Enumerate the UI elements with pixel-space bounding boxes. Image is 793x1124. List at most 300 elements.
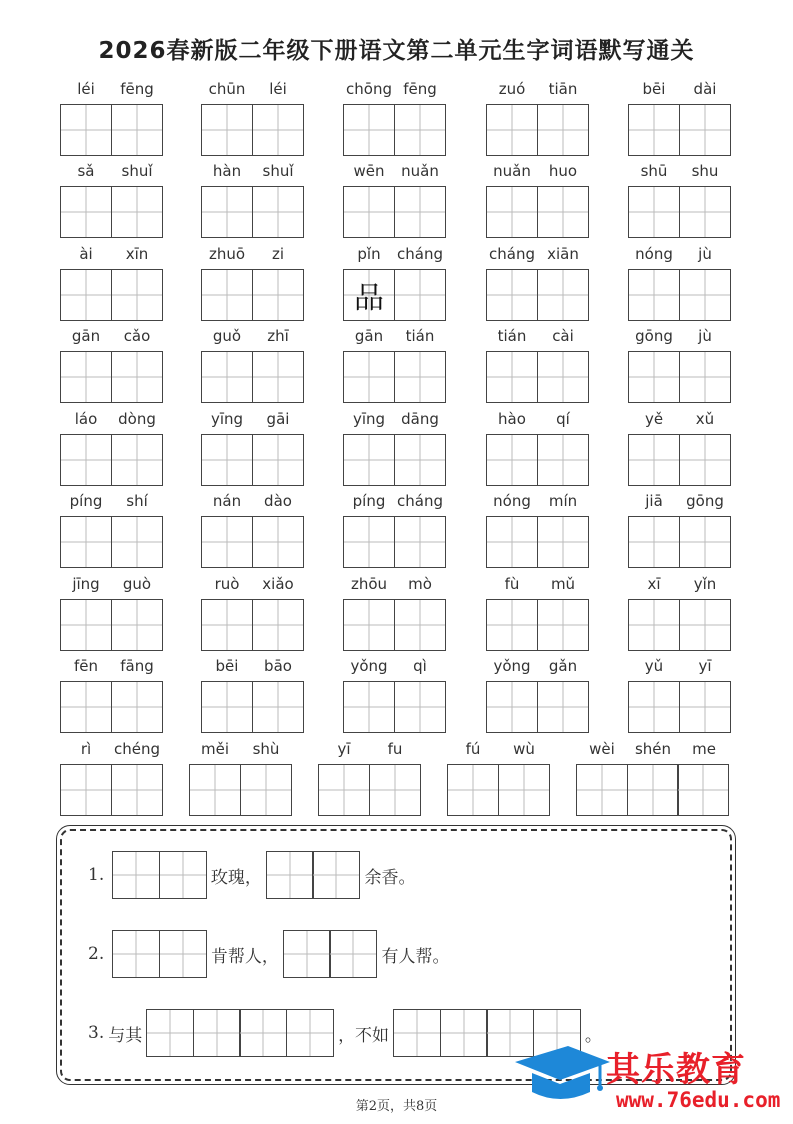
written-character (680, 600, 730, 650)
page-title: 2026春新版二年级下册语文第二单元生字词语默写通关 (98, 38, 695, 64)
tianzige-box[interactable] (329, 930, 377, 978)
written-character (499, 765, 549, 815)
written-character (61, 187, 111, 237)
written-character (112, 270, 162, 320)
written-character (680, 187, 730, 237)
tianzige-box[interactable] (628, 599, 680, 651)
writing-boxes (486, 434, 589, 486)
tianzige-box[interactable] (394, 599, 446, 651)
tianzige-box[interactable] (252, 186, 304, 238)
written-character (538, 270, 588, 320)
tianzige-box[interactable] (201, 104, 253, 156)
tianzige-box[interactable] (111, 351, 163, 403)
tianzige-box[interactable] (343, 681, 395, 733)
tianzige-box[interactable] (343, 351, 395, 403)
sentence-text: 玫瑰， (210, 867, 262, 888)
written-character (61, 105, 111, 155)
tianzige-box[interactable] (440, 1009, 488, 1057)
written-character (448, 765, 498, 815)
tianzige-box[interactable] (189, 764, 241, 816)
written-character (344, 517, 394, 567)
tianzige-box[interactable] (447, 764, 499, 816)
written-character: 品 (354, 281, 384, 316)
written-character (344, 352, 394, 402)
writing-boxes (60, 516, 163, 568)
pinyin-label: fù (504, 575, 520, 593)
written-character (253, 352, 303, 402)
tianzige-box[interactable] (628, 434, 680, 486)
pinyin-label: wèi (589, 740, 615, 758)
writing-boxes (201, 186, 304, 238)
written-character (395, 682, 445, 732)
pinyin-label: zi (271, 245, 285, 263)
pinyin-label: shí (126, 492, 148, 510)
pinyin-label: rì (80, 740, 92, 758)
pinyin-label: chūn (208, 80, 246, 98)
page-footer: 第2页，共8页 (355, 1099, 438, 1114)
tianzige-box[interactable] (60, 764, 112, 816)
tianzige-box[interactable] (60, 599, 112, 651)
fill-in-boxes (283, 930, 378, 978)
tianzige-box[interactable] (60, 269, 112, 321)
pinyin-label: zhuō (208, 245, 246, 263)
tianzige-box[interactable] (201, 269, 253, 321)
written-character (253, 105, 303, 155)
written-character (344, 105, 394, 155)
writing-boxes (486, 599, 589, 651)
written-character (112, 105, 162, 155)
fill-in-boxes (266, 851, 361, 899)
written-character (344, 600, 394, 650)
written-character (202, 435, 252, 485)
tianzige-box[interactable] (486, 269, 538, 321)
written-character (629, 517, 679, 567)
written-character (112, 352, 162, 402)
written-character (253, 270, 303, 320)
pinyin-label: yīng (352, 410, 386, 428)
writing-boxes (343, 351, 446, 403)
sentence-text: 肯帮人， (210, 946, 279, 967)
sentence-line (88, 930, 449, 978)
writing-boxes (60, 764, 163, 816)
pinyin-label: fēng (403, 80, 437, 98)
pinyin-label: fēng (120, 80, 154, 98)
pinyin-label: shu (691, 162, 719, 180)
tianzige-box[interactable] (252, 681, 304, 733)
written-character (61, 600, 111, 650)
tianzige-box[interactable] (628, 351, 680, 403)
writing-boxes (628, 186, 731, 238)
writing-boxes (343, 516, 446, 568)
tianzige-box[interactable] (679, 351, 731, 403)
written-character (253, 187, 303, 237)
written-character (538, 435, 588, 485)
writing-boxes (343, 186, 446, 238)
written-character (538, 600, 588, 650)
pinyin-label: gǎn (548, 657, 578, 675)
tianzige-box[interactable] (486, 434, 538, 486)
pinyin-label: shū (640, 162, 668, 180)
written-character (112, 600, 162, 650)
tianzige-box[interactable] (486, 681, 538, 733)
written-character (395, 517, 445, 567)
writing-boxes (60, 104, 163, 156)
writing-boxes (486, 516, 589, 568)
tianzige-box[interactable] (576, 764, 628, 816)
written-character (61, 765, 111, 815)
pinyin-label: gōng (635, 327, 673, 345)
writing-boxes (486, 269, 589, 321)
pinyin-label: nán (212, 492, 242, 510)
pinyin-label: píng (69, 492, 103, 510)
tianzige-box[interactable] (537, 269, 589, 321)
pinyin-label: gāi (266, 410, 290, 428)
tianzige-box[interactable] (111, 681, 163, 733)
tianzige-box[interactable] (537, 434, 589, 486)
pinyin-label: léi (269, 80, 287, 98)
tianzige-box[interactable] (239, 1009, 287, 1057)
tianzige-box[interactable] (679, 186, 731, 238)
pinyin-label: nuǎn (401, 162, 439, 180)
pinyin-label: jù (698, 327, 712, 345)
pinyin-label: tián (405, 327, 435, 345)
tianzige-box[interactable] (677, 764, 729, 816)
pinyin-label: mín (548, 492, 578, 510)
pinyin-label: guǒ (212, 327, 242, 345)
written-character (253, 435, 303, 485)
tianzige-box[interactable] (679, 104, 731, 156)
tianzige-box[interactable] (60, 104, 112, 156)
pinyin-label: bēi (215, 657, 239, 675)
tianzige-box[interactable] (201, 599, 253, 651)
written-character (112, 682, 162, 732)
tianzige-box[interactable] (679, 269, 731, 321)
fill-in-boxes (146, 1009, 334, 1057)
pinyin-label: léi (77, 80, 95, 98)
tianzige-box[interactable] (394, 351, 446, 403)
writing-boxes (60, 351, 163, 403)
pinyin-label: xī (647, 575, 661, 593)
written-character (395, 352, 445, 402)
tianzige-box[interactable] (252, 104, 304, 156)
pinyin-label: yě (644, 410, 664, 428)
tianzige-box[interactable] (369, 764, 421, 816)
tianzige-box[interactable] (60, 516, 112, 568)
tianzige-box[interactable] (252, 269, 304, 321)
tianzige-box[interactable] (252, 599, 304, 651)
written-character (680, 517, 730, 567)
written-character (538, 517, 588, 567)
written-character (202, 105, 252, 155)
tianzige-box[interactable] (201, 516, 253, 568)
pinyin-label: jīng (72, 575, 100, 593)
writing-boxes (486, 681, 589, 733)
written-character (680, 270, 730, 320)
pinyin-label: mǔ (550, 575, 576, 593)
written-character (344, 435, 394, 485)
pinyin-label: shuǐ (121, 162, 153, 180)
sentence-number: 1. (88, 865, 105, 885)
pinyin-label: zhī (267, 327, 289, 345)
written-character (395, 270, 445, 320)
pinyin-label: nóng (493, 492, 531, 510)
pinyin-label: tiān (548, 80, 578, 98)
tianzige-box[interactable] (343, 186, 395, 238)
pinyin-label: nuǎn (493, 162, 531, 180)
tianzige-box[interactable] (111, 434, 163, 486)
written-character (395, 187, 445, 237)
tianzige-box[interactable] (627, 764, 679, 816)
tianzige-box[interactable] (240, 764, 292, 816)
tianzige-box[interactable] (60, 681, 112, 733)
writing-boxes (201, 434, 304, 486)
pinyin-label: yǐn (693, 575, 717, 593)
tianzige-box[interactable] (679, 434, 731, 486)
writing-boxes (628, 516, 731, 568)
tianzige-box[interactable] (111, 764, 163, 816)
writing-boxes (576, 764, 729, 816)
written-character (61, 270, 111, 320)
tianzige-box[interactable] (486, 599, 538, 651)
written-character (319, 765, 369, 815)
pinyin-label: měi (200, 740, 229, 758)
writing-boxes (343, 269, 446, 321)
sentence-text: 余香。 (364, 867, 416, 888)
writing-boxes (628, 681, 731, 733)
writing-boxes (189, 764, 292, 816)
tianzige-box[interactable] (343, 434, 395, 486)
tianzige-box[interactable] (112, 930, 160, 978)
tianzige-box[interactable] (111, 269, 163, 321)
written-character (202, 600, 252, 650)
written-character (112, 187, 162, 237)
written-character (629, 270, 679, 320)
tianzige-box[interactable] (628, 516, 680, 568)
tianzige-box[interactable] (193, 1009, 241, 1057)
tianzige-box[interactable] (111, 599, 163, 651)
tianzige-box[interactable] (537, 104, 589, 156)
tianzige-box[interactable] (343, 599, 395, 651)
tianzige-box[interactable] (201, 351, 253, 403)
pinyin-label: dòng (118, 410, 156, 428)
written-character (253, 600, 303, 650)
brand-url: www.76edu.com (616, 1088, 781, 1112)
written-character (202, 352, 252, 402)
pinyin-label: cài (552, 327, 574, 345)
pinyin-label: guò (122, 575, 152, 593)
pinyin-label: pǐn (357, 245, 381, 263)
writing-boxes (486, 186, 589, 238)
written-character (61, 352, 111, 402)
tianzige-box[interactable] (628, 186, 680, 238)
written-character (344, 187, 394, 237)
written-character (577, 765, 627, 815)
sentence-text: 。 (584, 1025, 602, 1046)
tianzige-box[interactable] (394, 104, 446, 156)
tianzige-box[interactable] (343, 516, 395, 568)
pinyin-label: zhōu (350, 575, 388, 593)
tianzige-box[interactable] (201, 681, 253, 733)
pinyin-label: yīng (210, 410, 244, 428)
tianzige-box[interactable] (201, 186, 253, 238)
pinyin-label: chéng (113, 740, 160, 758)
tianzige-box[interactable] (266, 851, 314, 899)
tianzige-box[interactable] (394, 434, 446, 486)
tianzige-box[interactable] (159, 851, 207, 899)
written-character (395, 435, 445, 485)
writing-boxes (60, 186, 163, 238)
tianzige-box[interactable] (537, 351, 589, 403)
writing-boxes (318, 764, 421, 816)
pinyin-label: bēi (642, 80, 666, 98)
tianzige-box[interactable] (252, 434, 304, 486)
tianzige-box[interactable] (60, 186, 112, 238)
pinyin-label: gān (354, 327, 384, 345)
tianzige-box[interactable] (318, 764, 370, 816)
pinyin-label: sǎ (77, 162, 95, 180)
tianzige-box[interactable] (394, 681, 446, 733)
pinyin-label: shuǐ (262, 162, 294, 180)
pinyin-label: gōng (686, 492, 724, 510)
tianzige-box[interactable] (498, 764, 550, 816)
tianzige-box[interactable] (679, 681, 731, 733)
written-character (112, 517, 162, 567)
tianzige-box[interactable] (537, 681, 589, 733)
tianzige-box[interactable] (252, 516, 304, 568)
tianzige-box[interactable] (312, 851, 360, 899)
pinyin-label: píng (352, 492, 386, 510)
pinyin-label: láo (74, 410, 98, 428)
writing-boxes (60, 599, 163, 651)
written-character (202, 517, 252, 567)
pinyin-label: mò (408, 575, 432, 593)
written-character (629, 105, 679, 155)
writing-boxes (343, 681, 446, 733)
pinyin-label: gān (71, 327, 101, 345)
tianzige-box[interactable] (628, 269, 680, 321)
graduation-cap-icon (510, 1040, 610, 1120)
tianzige-box[interactable] (537, 599, 589, 651)
written-character (629, 600, 679, 650)
written-character (629, 187, 679, 237)
written-character (395, 600, 445, 650)
tianzige-box[interactable] (146, 1009, 194, 1057)
tianzige-box[interactable] (343, 269, 395, 321)
writing-boxes (201, 516, 304, 568)
tianzige-box[interactable] (159, 930, 207, 978)
written-character (538, 682, 588, 732)
tianzige-box[interactable] (486, 351, 538, 403)
tianzige-box[interactable] (486, 104, 538, 156)
writing-boxes (201, 104, 304, 156)
written-character (487, 270, 537, 320)
pinyin-label: ruò (214, 575, 240, 593)
tianzige-box[interactable] (343, 104, 395, 156)
tianzige-box[interactable] (679, 599, 731, 651)
pinyin-label: wù (513, 740, 535, 758)
pinyin-label: me (692, 740, 716, 758)
tianzige-box[interactable] (628, 681, 680, 733)
written-character (202, 270, 252, 320)
writing-boxes (60, 681, 163, 733)
writing-boxes (201, 269, 304, 321)
writing-boxes (447, 764, 550, 816)
written-character (629, 682, 679, 732)
written-character (61, 682, 111, 732)
written-character (487, 517, 537, 567)
pinyin-label: fú (465, 740, 481, 758)
pinyin-label: hàn (212, 162, 242, 180)
writing-boxes (628, 599, 731, 651)
tianzige-box[interactable] (486, 516, 538, 568)
pinyin-label: bāo (264, 657, 292, 675)
tianzige-box[interactable] (394, 269, 446, 321)
written-character (487, 352, 537, 402)
pinyin-label: ài (79, 245, 93, 263)
fill-in-boxes (112, 930, 207, 978)
tianzige-box[interactable] (111, 104, 163, 156)
written-character (628, 765, 678, 815)
written-character (487, 105, 537, 155)
pinyin-label: jiā (645, 492, 663, 510)
written-character (253, 682, 303, 732)
tianzige-box[interactable] (537, 516, 589, 568)
tianzige-box[interactable] (628, 104, 680, 156)
tianzige-box[interactable] (60, 351, 112, 403)
writing-boxes (628, 351, 731, 403)
pinyin-label: qí (556, 410, 570, 428)
pinyin-label: cháng (489, 245, 535, 263)
pinyin-label: huo (548, 162, 578, 180)
tianzige-box[interactable] (112, 851, 160, 899)
tianzige-box[interactable] (283, 930, 331, 978)
tianzige-box[interactable] (486, 186, 538, 238)
tianzige-box[interactable] (60, 434, 112, 486)
written-character (395, 105, 445, 155)
pinyin-label: yǔ (644, 657, 664, 675)
written-character (487, 187, 537, 237)
written-character (253, 517, 303, 567)
written-character (202, 682, 252, 732)
pinyin-label: dāng (401, 410, 439, 428)
tianzige-box[interactable] (111, 516, 163, 568)
written-character (241, 765, 291, 815)
writing-boxes (628, 104, 731, 156)
tianzige-box[interactable] (679, 516, 731, 568)
pinyin-label: yǒng (350, 657, 388, 675)
tianzige-box[interactable] (393, 1009, 441, 1057)
written-character (538, 187, 588, 237)
written-character (61, 435, 111, 485)
tianzige-box[interactable] (286, 1009, 334, 1057)
pinyin-label: yī (698, 657, 712, 675)
tianzige-box[interactable] (394, 186, 446, 238)
tianzige-box[interactable] (201, 434, 253, 486)
sentence-number: 3. (88, 1023, 105, 1043)
written-character (629, 435, 679, 485)
tianzige-box[interactable] (394, 516, 446, 568)
pinyin-label: hào (498, 410, 526, 428)
pinyin-label: xīn (125, 245, 149, 263)
tianzige-box[interactable] (111, 186, 163, 238)
written-character (678, 765, 728, 815)
written-character (680, 352, 730, 402)
tianzige-box[interactable] (537, 186, 589, 238)
writing-boxes (486, 104, 589, 156)
written-character (629, 352, 679, 402)
pinyin-label: tián (497, 327, 527, 345)
tianzige-box[interactable] (252, 351, 304, 403)
